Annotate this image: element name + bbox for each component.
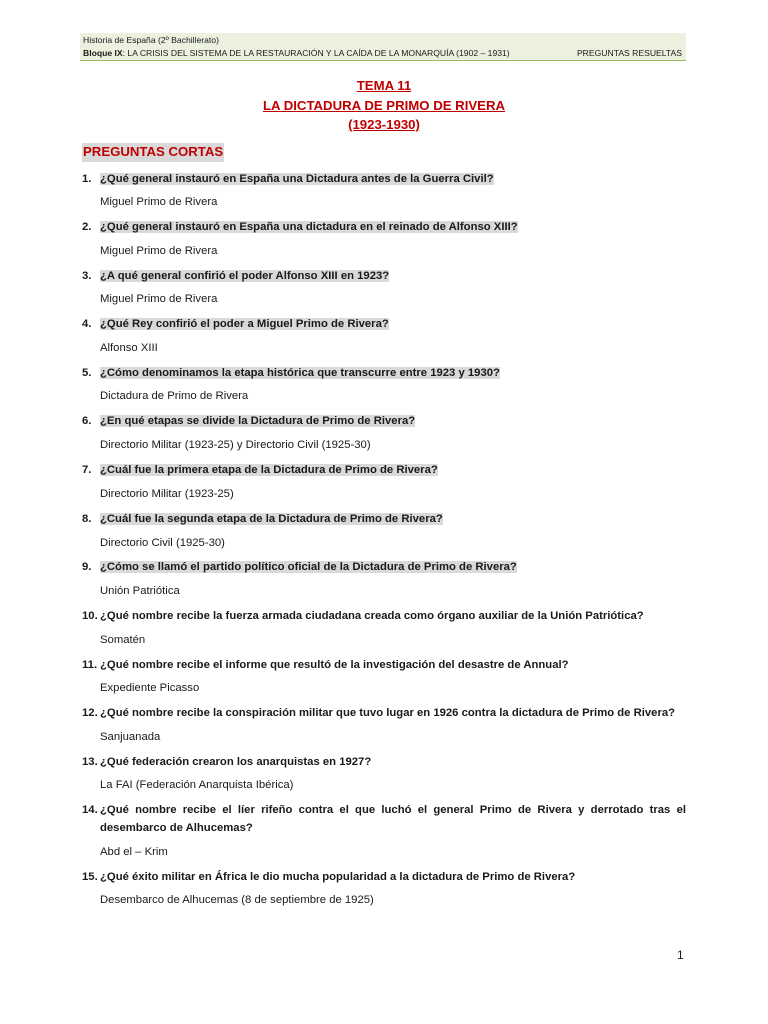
question-text: ¿Cuál fue la segunda etapa de la Dictadura de Primo de Rivera?: [100, 513, 443, 525]
question-number: 13.: [82, 756, 98, 768]
question-item: [82, 170, 686, 188]
question-item: [82, 218, 686, 236]
header-block-title: : LA CRISIS DEL SISTEMA DE LA RESTAURACIÓN Y LA CAÍDA DE LA MONARQUÍA (1902 – 1931): [122, 47, 510, 58]
question-number: 3.: [82, 270, 92, 282]
answer-text: Miguel Primo de Rivera: [100, 293, 218, 305]
question-item: [82, 267, 686, 285]
page-header: [80, 33, 686, 61]
answer-text: Miguel Primo de Rivera: [100, 196, 218, 208]
document-title: [0, 76, 768, 135]
question-text: ¿Qué nombre recibe la conspiración militar que tuvo lugar en 1926 contra la dictadura de Primo de Rivera?: [100, 707, 676, 719]
question-item: [82, 868, 686, 886]
section-title: PREGUNTAS CORTAS: [82, 143, 224, 162]
answer-text: Sanjuanada: [100, 731, 161, 743]
question-text: ¿Qué federación crearon los anarquistas en 1927?: [100, 756, 372, 768]
answer-text: Expediente Picasso: [100, 682, 200, 694]
question-item: [82, 510, 686, 528]
question-number: 14.: [82, 804, 98, 816]
answer-text: Alfonso XIII: [100, 342, 158, 354]
question-text: ¿Qué nombre recibe el líer rifeño contra el que luchó el general Primo de Rivera y derrotado tras el desembarco de Alhucemas?: [100, 804, 686, 834]
answer-text: Directorio Civil (1925-30): [100, 537, 225, 549]
question-text: ¿En qué etapas se divide la Dictadura de Primo de Rivera?: [100, 415, 416, 427]
question-text: ¿Qué Rey confirió el poder a Miguel Primo de Rivera?: [100, 318, 389, 330]
question-text: ¿Cuál fue la primera etapa de la Dictadura de Primo de Rivera?: [100, 464, 438, 476]
answer-text: La FAI (Federación Anarquista Ibérica): [100, 779, 294, 791]
answer-text: Abd el – Krim: [100, 846, 168, 858]
question-item: [82, 656, 686, 674]
question-text: ¿A qué general confirió el poder Alfonso XIII en 1923?: [100, 270, 390, 282]
question-item: [82, 412, 686, 430]
tema-name: LA DICTADURA DE PRIMO DE RIVERA: [262, 97, 506, 113]
question-item: [82, 753, 686, 771]
question-item: [82, 704, 686, 722]
question-number: 8.: [82, 513, 92, 525]
question-item: [82, 558, 686, 576]
question-number: 4.: [82, 318, 92, 330]
header-block-label: Bloque IX: [83, 47, 123, 58]
question-text: ¿Qué nombre recibe el informe que resultó de la investigación del desastre de Annual?: [100, 659, 569, 671]
question-number: 2.: [82, 221, 92, 233]
answer-text: Desembarco de Alhucemas (8 de septiembre de 1925): [100, 894, 374, 906]
question-number: 15.: [82, 871, 98, 883]
question-text: ¿Qué general instauró en España una dictadura en el reinado de Alfonso XIII?: [100, 221, 518, 233]
answer-text: Dictadura de Primo de Rivera: [100, 390, 249, 402]
question-item: [82, 461, 686, 479]
question-item: [82, 801, 686, 837]
question-text: ¿Qué nombre recibe la fuerza armada ciudadana creada como órgano auxiliar de la Unión Patriótica?: [100, 610, 644, 622]
question-item: [82, 315, 686, 333]
question-item: [82, 364, 686, 382]
header-doc-type: PREGUNTAS RESUELTAS: [576, 47, 682, 58]
header-block: [83, 47, 510, 60]
tema-label: TEMA 11: [356, 78, 412, 93]
question-text: ¿Qué éxito militar en África le dio mucha popularidad a la dictadura de Primo de Rivera?: [100, 871, 576, 883]
question-number: 6.: [82, 415, 92, 427]
question-number: 10.: [82, 610, 98, 622]
question-number: 7.: [82, 464, 92, 476]
answer-text: Somatén: [100, 634, 146, 646]
answer-text: Miguel Primo de Rivera: [100, 245, 218, 257]
question-number: 9.: [82, 561, 92, 573]
header-course: Historia de España (2º Bachillerato): [83, 35, 219, 45]
question-item: [82, 607, 686, 625]
question-number: 1.: [82, 173, 92, 185]
question-text: ¿Cómo se llamó el partido político oficial de la Dictadura de Primo de Rivera?: [100, 561, 517, 573]
answer-text: Directorio Militar (1923-25): [100, 488, 234, 500]
question-number: 11.: [82, 659, 98, 671]
answer-text: Directorio Militar (1923-25) y Directorio Civil (1925-30): [100, 439, 371, 451]
question-number: 12.: [82, 707, 98, 719]
question-text: ¿Qué general instauró en España una Dictadura antes de la Guerra Civil?: [100, 173, 494, 185]
tema-years: (1923-1930): [348, 117, 420, 132]
question-text: ¿Cómo denominamos la etapa histórica que transcurre entre 1923 y 1930?: [100, 367, 500, 379]
page-number: 1: [677, 948, 684, 962]
question-number: 5.: [82, 367, 92, 379]
answer-text: Unión Patriótica: [100, 585, 180, 597]
